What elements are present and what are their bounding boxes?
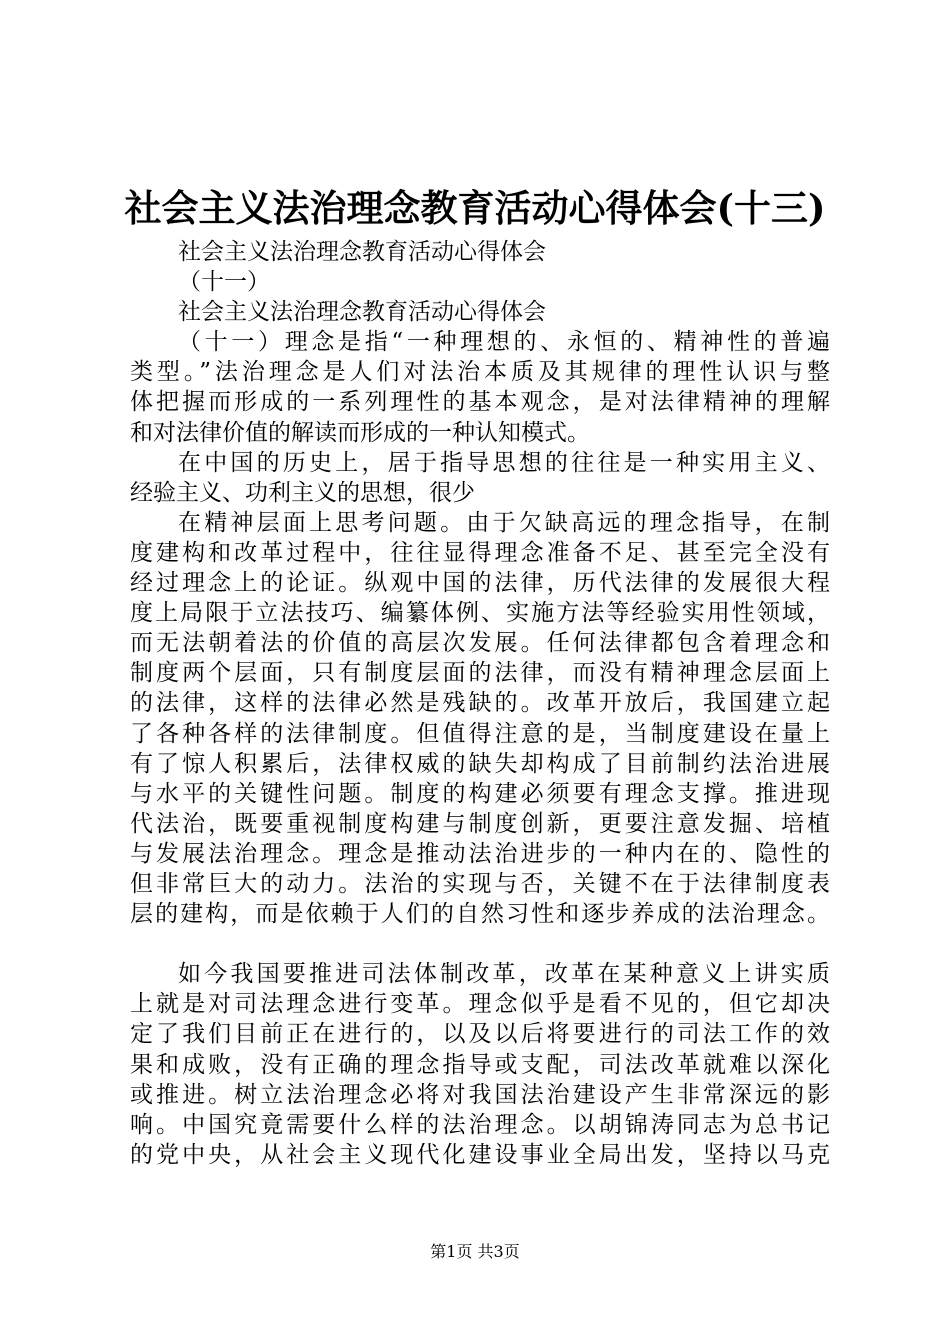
subtitle-line: 社会主义法治理念教育活动心得体会	[178, 239, 546, 265]
paragraph-line: 的党中央，从社会主义现代化建设事业全局出发，坚持以马克	[130, 1141, 830, 1168]
paragraph-line: 类型。”法治理念是人们对法治本质及其规律的理性认识与整	[130, 359, 830, 386]
paragraph-gap	[130, 929, 830, 959]
paragraph-line: 响。中国究竟需要什么样的法治理念。以胡锦涛同志为总书记	[130, 1111, 830, 1138]
paragraph-line: 或推进。树立法治理念必将对我国法治建设产生非常深远的影	[130, 1081, 830, 1108]
paragraph-line: 果和成败，没有正确的理念指导或支配，司法改革就难以深化	[130, 1051, 830, 1078]
paragraph-line: 了各种各样的法律制度。但值得注意的是，当制度建设在量上	[130, 720, 830, 747]
paragraph-line: 在中国的历史上，居于指导思想的往往是一种实用主义、	[178, 449, 830, 476]
paragraph-line: （十一）理念是指“一种理想的、永恒的、精神性的普遍	[178, 329, 830, 356]
paragraph-line: 经验主义、功利主义的思想，很少	[130, 479, 475, 506]
paragraph-line: 度上局限于立法技巧、编纂体例、实施方法等经验实用性领域，	[130, 600, 830, 627]
paragraph-line: 如今我国要推进司法体制改革，改革在某种意义上讲实质	[178, 961, 830, 988]
paragraph-line: 与水平的关键性问题。制度的构建必须要有理念支撑。推进现	[130, 780, 830, 807]
paragraph-line: 度建构和改革过程中，往往显得理念准备不足、甚至完全没有	[130, 539, 830, 566]
paragraph-line: 和对法律价值的解读而形成的一种认知模式。	[130, 419, 590, 446]
paragraph-line: 体把握而形成的一系列理性的基本观念，是对法律精神的理解	[130, 389, 830, 416]
heading-line: 社会主义法治理念教育活动心得体会	[178, 299, 546, 326]
paragraph-line: 层的建构，而是依赖于人们的自然习性和逐步养成的法治理念。	[130, 901, 830, 928]
document-title: 社会主义法治理念教育活动心得体会(十三)	[124, 186, 826, 230]
paragraph-line: 上就是对司法理念进行变革。理念似乎是看不见的，但它却决	[130, 991, 830, 1018]
page-indicator: 第1页 共3页	[430, 1242, 520, 1261]
paragraph-line: 但非常巨大的动力。法治的实现与否，关键不在于法律制度表	[130, 870, 830, 897]
paragraph-line: 有了惊人积累后，法律权威的缺失却构成了目前制约法治进展	[130, 750, 830, 777]
paragraph-line: 经过理念上的论证。纵观中国的法律，历代法律的发展很大程	[130, 570, 830, 597]
document-body	[130, 237, 830, 1170]
paragraph-line: 而无法朝着法的价值的高层次发展。任何法律都包含着理念和	[130, 630, 830, 657]
paragraph-line: 的法律，这样的法律必然是残缺的。改革开放后，我国建立起	[130, 690, 830, 717]
subtitle-number-line: （十一）	[178, 269, 270, 296]
paragraph-line: 在精神层面上思考问题。由于欠缺高远的理念指导，在制	[178, 509, 830, 536]
paragraph-line: 与发展法治理念。理念是推动法治进步的一种内在的、隐性的	[130, 840, 830, 867]
paragraph-line: 制度两个层面，只有制度层面的法律，而没有精神理念层面上	[130, 660, 830, 687]
paragraph-line: 代法治，既要重视制度构建与制度创新，更要注意发掘、培植	[130, 810, 830, 837]
paragraph-line: 定了我们目前正在进行的，以及以后将要进行的司法工作的效	[130, 1021, 830, 1048]
